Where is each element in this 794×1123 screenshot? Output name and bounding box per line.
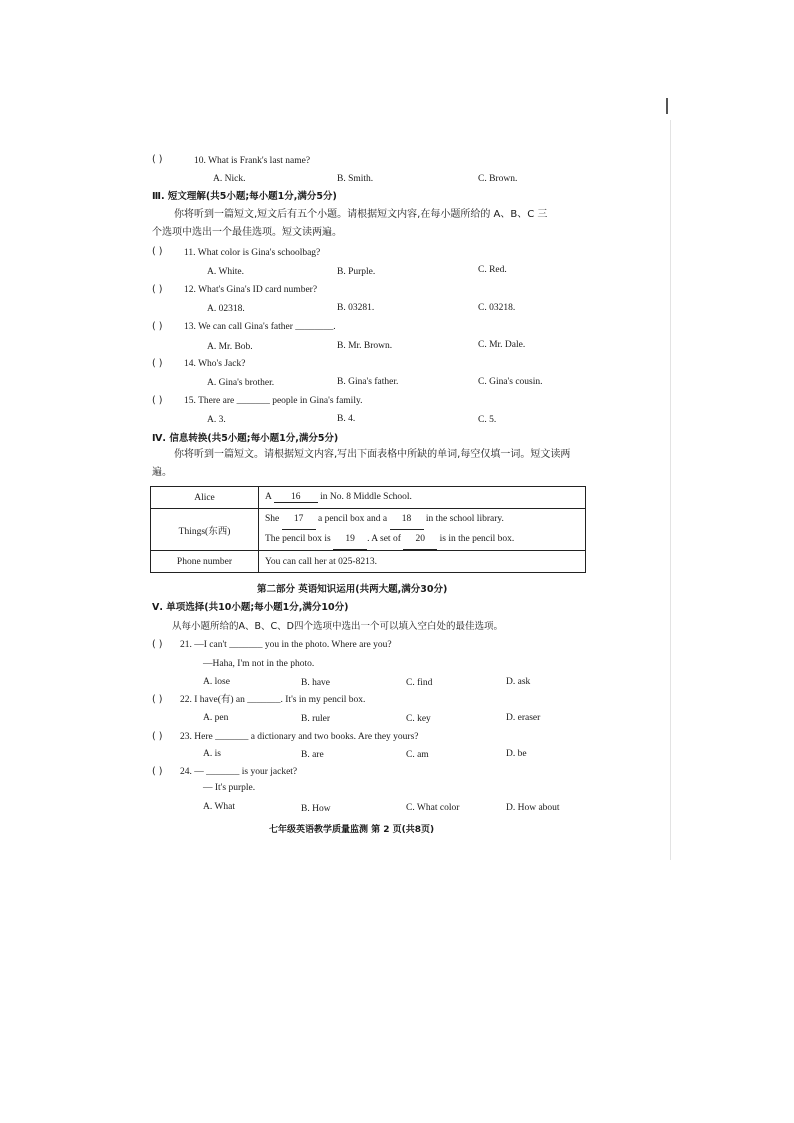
option-c: C. 03218. bbox=[478, 303, 516, 313]
things-line-1 bbox=[265, 510, 579, 530]
option-c: C. Red. bbox=[478, 265, 507, 275]
option-b: B. 4. bbox=[337, 414, 356, 424]
answer-paren[interactable]: ( ) bbox=[152, 766, 163, 777]
option-c: C. find bbox=[406, 678, 433, 688]
option-b: B. How bbox=[301, 804, 331, 814]
answer-blank-16[interactable]: 16 bbox=[274, 492, 318, 503]
option-c: C. What color bbox=[406, 803, 460, 813]
option-a: A. White. bbox=[207, 267, 245, 277]
text-fragment: in No. 8 Middle School. bbox=[320, 492, 412, 502]
row-content-things bbox=[259, 509, 586, 551]
text-fragment: The pencil box is bbox=[265, 533, 331, 544]
text-fragment: a pencil box and a bbox=[318, 513, 388, 524]
question-text: 12. What's Gina's ID card number? bbox=[184, 285, 318, 295]
option-c: C. 5. bbox=[478, 415, 497, 425]
answer-blank-18[interactable]: 18 bbox=[390, 510, 424, 530]
question-text: 14. Who's Jack? bbox=[184, 359, 246, 369]
question-text: 21. —I can't _______ you in the photo. Where are you? bbox=[180, 640, 392, 650]
text-fragment: She bbox=[265, 513, 280, 524]
option-c: C. Brown. bbox=[478, 174, 518, 184]
option-d: D. ask bbox=[506, 677, 531, 687]
option-a: A. 3. bbox=[207, 415, 226, 425]
option-d: D. How about bbox=[506, 803, 560, 813]
option-a: A. Mr. Bob. bbox=[207, 342, 253, 352]
question-text: 22. I have(有) an _______. It's in my pencil box. bbox=[180, 695, 366, 705]
question-text: 10. What is Frank's last name? bbox=[194, 156, 311, 166]
things-line-2 bbox=[265, 530, 579, 550]
question-response: — It's purple. bbox=[203, 783, 256, 793]
question-text: 13. We can call Gina's father ________. bbox=[184, 322, 336, 332]
answer-paren[interactable]: ( ) bbox=[152, 395, 163, 406]
option-c: C. Mr. Dale. bbox=[478, 340, 526, 350]
answer-paren[interactable]: ( ) bbox=[152, 284, 163, 295]
text-fragment: . A set of bbox=[367, 533, 401, 544]
answer-paren[interactable]: ( ) bbox=[152, 246, 163, 257]
option-c: C. am bbox=[406, 750, 429, 760]
question-text: 11. What color is Gina's schoolbag? bbox=[184, 248, 321, 258]
section-instruction: 你将听到一篇短文。请根据短文内容,写出下面表格中所缺的单词,每空仅填一词。短文读两遍。 bbox=[152, 449, 571, 478]
question-response: —Haha, I'm not in the photo. bbox=[203, 659, 315, 669]
section-title: Ⅴ. 单项选择(共10小题;每小题1分,满分10分) bbox=[152, 602, 349, 613]
option-a: A. is bbox=[203, 749, 221, 759]
answer-paren[interactable]: ( ) bbox=[152, 321, 163, 332]
option-c: C. key bbox=[406, 714, 431, 724]
part-title: 第二部分 英语知识运用(共两大题,满分30分) bbox=[257, 584, 448, 595]
option-b: B. are bbox=[301, 750, 324, 760]
info-table bbox=[150, 486, 586, 573]
answer-paren[interactable]: ( ) bbox=[152, 154, 163, 165]
row-label-things: Things(东西) bbox=[151, 509, 259, 551]
option-a: A. pen bbox=[203, 713, 229, 723]
question-text: 24. — _______ is your jacket? bbox=[180, 767, 298, 777]
answer-paren[interactable]: ( ) bbox=[152, 731, 163, 742]
text-fragment: in the school library. bbox=[425, 513, 504, 524]
option-b: B. Mr. Brown. bbox=[337, 341, 393, 351]
question-text: 23. Here _______ a dictionary and two books. Are they yours? bbox=[180, 732, 419, 742]
section-title: Ⅳ. 信息转换(共5小题;每小题1分,满分5分) bbox=[152, 433, 339, 444]
option-a: A. Nick. bbox=[213, 174, 246, 184]
option-a: A. What bbox=[203, 802, 236, 812]
section-instruction: 你将听到一篇短文,短文后有五个小题。请根据短文内容,在每小题所给的 A、B、C 三个选项中选出一个最佳选项。短文读两遍。 bbox=[152, 209, 548, 238]
option-c: C. Gina's cousin. bbox=[478, 377, 543, 387]
answer-blank-17[interactable]: 17 bbox=[282, 510, 316, 530]
option-b: B. Gina's father. bbox=[337, 377, 399, 387]
option-b: B. 03281. bbox=[337, 303, 375, 313]
section-instruction: 从每小题所给的A、B、C、D四个选项中选出一个可以填入空白处的最佳选项。 bbox=[172, 621, 503, 632]
option-b: B. Purple. bbox=[337, 267, 376, 277]
row-label-phone: Phone number bbox=[151, 551, 259, 573]
option-b: B. have bbox=[301, 678, 331, 688]
text-fragment: A bbox=[265, 492, 272, 502]
answer-blank-20[interactable]: 20 bbox=[403, 530, 437, 550]
text-fragment: is in the pencil box. bbox=[439, 533, 515, 544]
option-a: A. 02318. bbox=[207, 304, 245, 314]
row-content-alice bbox=[259, 487, 586, 509]
option-b: B. Smith. bbox=[337, 174, 374, 184]
row-label-alice: Alice bbox=[151, 487, 259, 509]
answer-paren[interactable]: ( ) bbox=[152, 358, 163, 369]
option-d: D. eraser bbox=[506, 713, 541, 723]
option-b: B. ruler bbox=[301, 714, 331, 724]
option-a: A. Gina's brother. bbox=[207, 378, 275, 388]
answer-blank-19[interactable]: 19 bbox=[333, 530, 367, 550]
option-d: D. be bbox=[506, 749, 527, 759]
page-footer: 七年级英语教学质量监测 第 2 页(共8页) bbox=[269, 825, 435, 835]
question-text: 15. There are _______ people in Gina's family. bbox=[184, 396, 363, 406]
answer-paren[interactable]: ( ) bbox=[152, 694, 163, 705]
row-content-phone: You can call her at 025-8213. bbox=[259, 551, 586, 573]
answer-paren[interactable]: ( ) bbox=[152, 639, 163, 650]
section-title: Ⅲ. 短文理解(共5小题;每小题1分,满分5分) bbox=[152, 191, 337, 202]
option-a: A. lose bbox=[203, 677, 230, 687]
